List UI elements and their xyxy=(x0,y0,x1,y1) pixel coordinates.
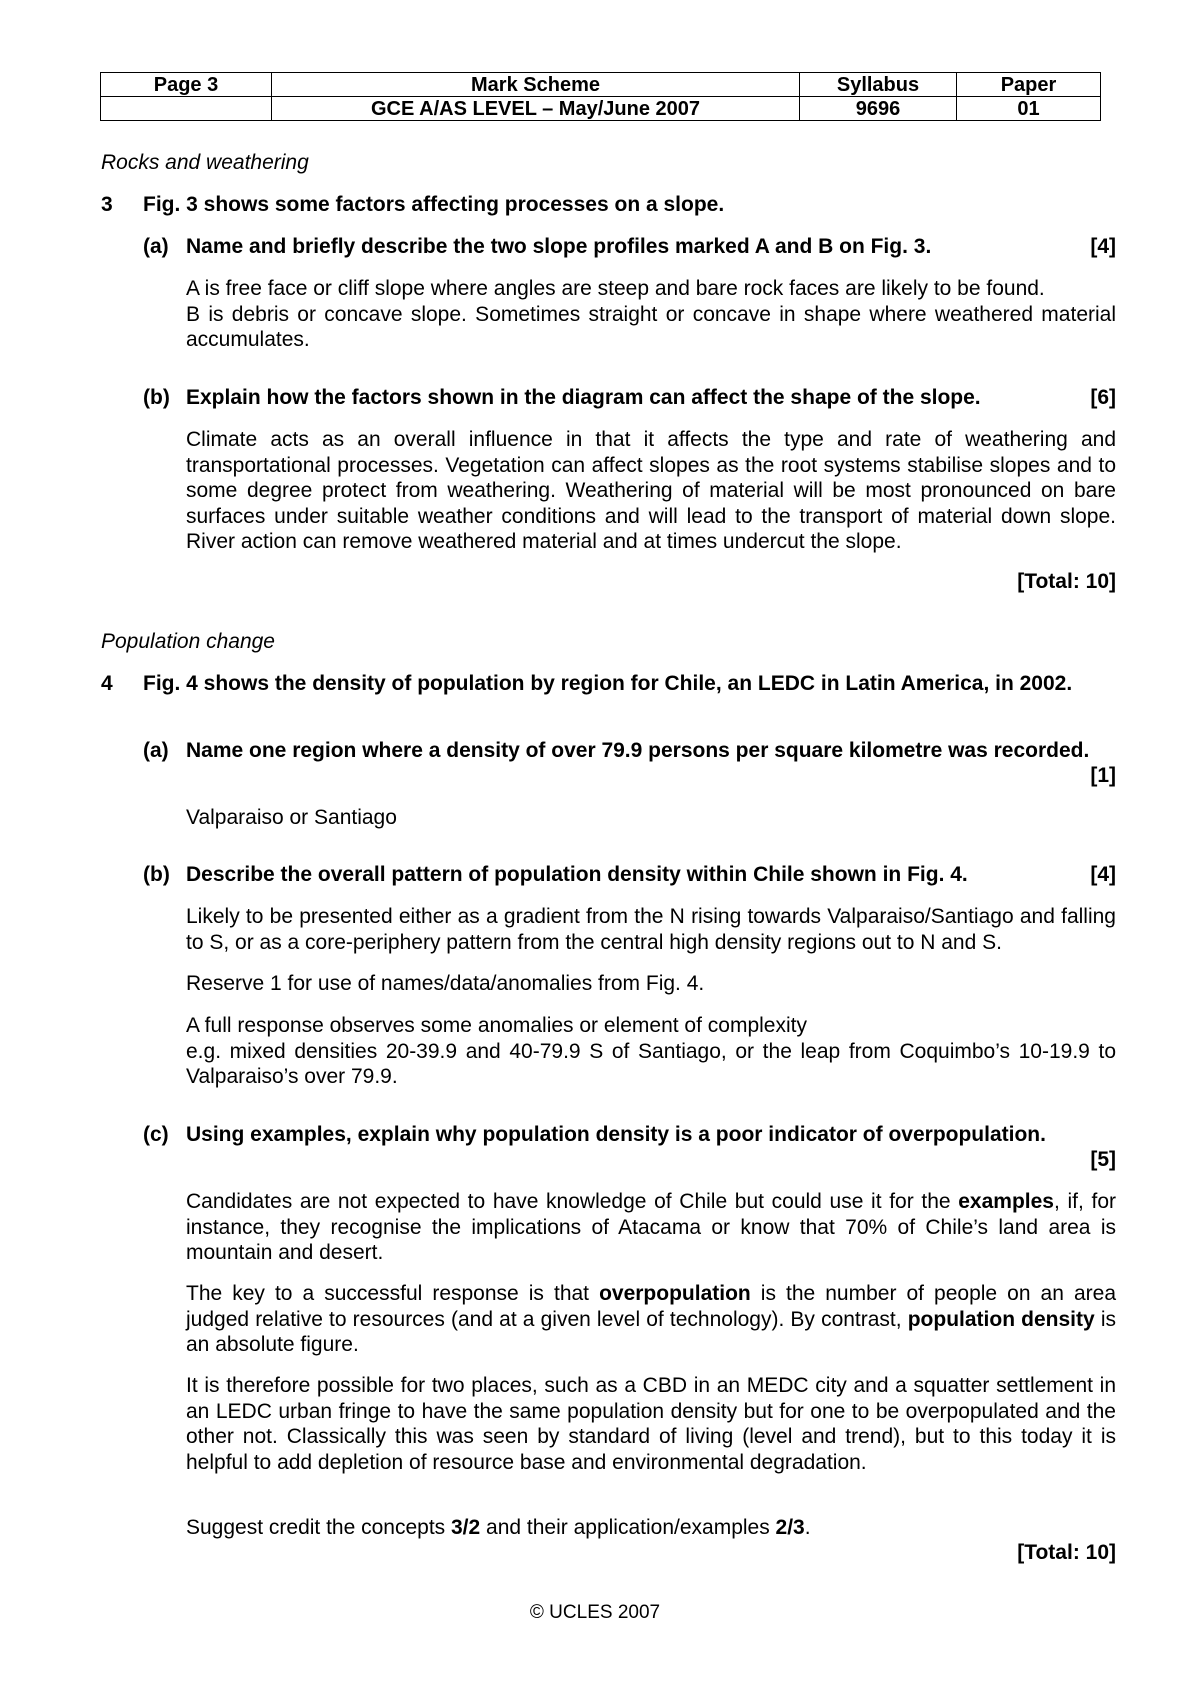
header-syllabus-label: Syllabus xyxy=(800,73,957,97)
section1-total: [Total: 10] xyxy=(1017,570,1116,593)
q4c-answer-1 xyxy=(186,1189,1116,1266)
q4b-mark: [4] xyxy=(1090,863,1116,886)
question-4-number: 4 xyxy=(101,672,113,695)
q3b-mark: [6] xyxy=(1090,386,1116,409)
q4c-p4-text: Suggest credit the concepts xyxy=(186,1516,451,1539)
q3b-answer: Climate acts as an overall influence in that it affects the type and rate of weathering and transportational processes. Vegetation can affect slopes as the root systems stabilise slopes and to some degree protect from weathering. Weathering of material will be most pronounced on bare surfaces under suitable weather conditions and will lead to the transport of material down slope. River action can remove weathered material and at times undercut the slope. xyxy=(186,428,1116,553)
q3a-text: Name and briefly describe the two slope profiles marked A and B on Fig. 3. xyxy=(186,235,932,258)
header-paper-label: Paper xyxy=(957,73,1101,97)
section-heading-rocks: Rocks and weathering xyxy=(101,151,309,174)
q4c-text: Using examples, explain why population density is a poor indicator of overpopulation. xyxy=(186,1123,1046,1146)
q4a-label: (a) xyxy=(143,739,169,762)
q4b-answer-2: Reserve 1 for use of names/data/anomalies from Fig. 4. xyxy=(186,972,705,995)
q4c-p2-text-mid: is the number of people on an area judged relative to resources (and at a given level of technology). By contrast, xyxy=(186,1282,1116,1331)
q4c-p2-text: The key to a successful response is that xyxy=(186,1282,600,1305)
q3b-label: (b) xyxy=(143,386,170,409)
section-heading-population: Population change xyxy=(101,630,275,653)
q4c-p1-text: Candidates are not expected to have knowledge of Chile but could use it for the xyxy=(186,1190,959,1213)
header-paper-code: 01 xyxy=(957,97,1101,121)
q3b-text: Explain how the factors shown in the diagram can affect the shape of the slope. xyxy=(186,386,981,409)
q3a-answer-b: B is debris or concave slope. Sometimes straight or concave in shape where weathered material accumulates. xyxy=(186,302,1116,351)
q3a-answer-a: A is free face or cliff slope where angles are steep and bare rock faces are likely to be found. xyxy=(186,277,1045,300)
header-syllabus-code: 9696 xyxy=(800,97,957,121)
q4c-p2-bold-density: population density xyxy=(907,1307,1095,1331)
q3a-label: (a) xyxy=(143,235,169,258)
q4c-answer-3: It is therefore possible for two places, such as a CBD in an MEDC city and a squatter settlement in an LEDC urban fringe to have the same population density but for one to be overpopulated and the other not. Classically this was seen by standard of living (level and trend), but to this today it is helpful to add depletion of resource base and environmental degradation. xyxy=(186,1374,1116,1474)
q4c-p1-bold: examples xyxy=(958,1190,1054,1213)
question-3-text: Fig. 3 shows some factors affecting processes on a slope. xyxy=(143,193,725,216)
question-4-text: Fig. 4 shows the density of population by region for Chile, an LEDC in Latin America, in 2002. xyxy=(143,672,1073,695)
header-title: Mark Scheme xyxy=(272,73,800,97)
q4b-text: Describe the overall pattern of population density within Chile shown in Fig. 4. xyxy=(186,863,968,886)
q4a-answer: Valparaiso or Santiago xyxy=(186,806,397,829)
q4c-p2-text-end: is an absolute figure. xyxy=(186,1307,1116,1356)
q4a-text xyxy=(186,738,1116,764)
q4b-answer-3b: e.g. mixed densities 20-39.9 and 40-79.9 S of Santiago, or the leap from Coquimbo’s 10-19.9 to Valparaiso’s over 79.9. xyxy=(186,1039,1116,1088)
q4b-label: (b) xyxy=(143,863,170,886)
footer-copyright: © UCLES 2007 xyxy=(529,1602,661,1623)
q4a-question: Name one region where a density of over 79.9 persons per square kilometre was recorded. xyxy=(186,739,1090,762)
q4b-answer-1: Likely to be presented either as a gradient from the N rising towards Valparaiso/Santiago and falling to S, or as a core-periphery pattern from the central high density regions out to N and S. xyxy=(186,905,1116,954)
q4c-mark: [5] xyxy=(1090,1148,1116,1171)
q4b-answer-3a: A full response observes some anomalies or element of complexity xyxy=(186,1014,807,1037)
header-exam: GCE A/AS LEVEL – May/June 2007 xyxy=(272,97,800,121)
section2-total: [Total: 10] xyxy=(1017,1541,1116,1564)
q4a-mark: [1] xyxy=(1090,764,1116,787)
header-blank-cell xyxy=(101,97,272,121)
q3a-mark: [4] xyxy=(1090,235,1116,258)
q4c-p4-text-mid: and their application/examples xyxy=(480,1516,776,1539)
q4c-p4-bold-application: 2/3 xyxy=(775,1516,805,1539)
header-page: Page 3 xyxy=(101,73,272,97)
q4c-label: (c) xyxy=(143,1123,169,1146)
question-3-number: 3 xyxy=(101,193,113,216)
header-table xyxy=(100,72,1101,121)
q4c-p4-text-end: . xyxy=(804,1516,811,1539)
q4b-answer-3 xyxy=(186,1013,1116,1090)
q4c-p4-bold-concepts: 3/2 xyxy=(451,1516,481,1539)
q4c-p2-bold-overpopulation: overpopulation xyxy=(599,1282,751,1305)
q4c-answer-2 xyxy=(186,1281,1116,1358)
q4c-p1-text-end: , if, for instance, they recognise the implications of Atacama or know that 70% of Chile’s land area is mountain and desert. xyxy=(186,1190,1116,1264)
q4c-answer-4 xyxy=(186,1515,1116,1541)
q3a-answer xyxy=(186,276,1116,353)
